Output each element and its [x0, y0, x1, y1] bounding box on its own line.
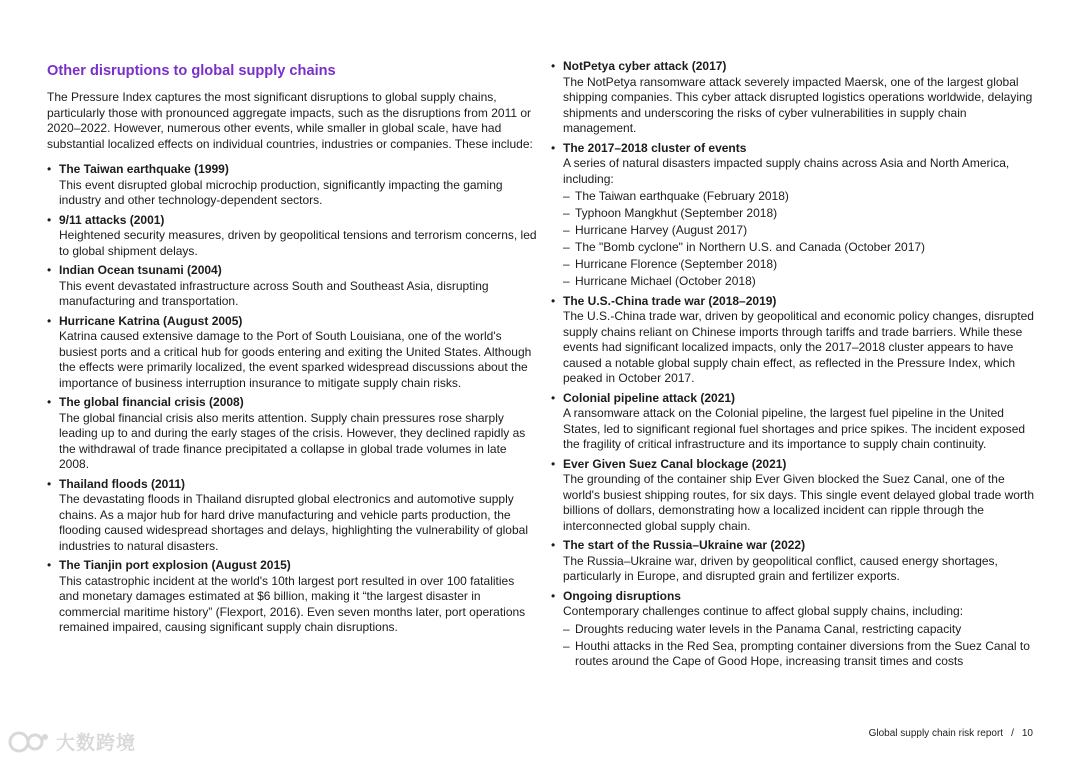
event-title: • The Taiwan earthquake (1999): [59, 162, 229, 176]
footer-report-title: Global supply chain risk report: [868, 728, 1004, 739]
event-description: The U.S.-China trade war, driven by geopolitical and economic policy changes, disrupted supply chains reliant on Chinese imports through tariffs and trade barriers. While these events had significant localized impacts, only the 2017–2018 cluster appears to have caused a notable global supply chain effect, as reflected in the Pressure Index, which peaked in October 2017.: [563, 309, 1034, 385]
right-event-list: [551, 59, 1039, 670]
list-item: [551, 391, 1039, 453]
event-title: • The start of the Russia–Ukraine war (2022): [563, 538, 806, 552]
watermark-text: 大数跨境: [56, 733, 137, 754]
list-item: [47, 395, 537, 473]
sublist-item: – Typhoon Mangkhut (September 2018): [563, 206, 1039, 222]
event-title: • Thailand floods (2011): [59, 476, 186, 491]
event-title: • 9/11 attacks (2001): [59, 212, 165, 227]
event-title: • Indian Ocean tsunami (2004): [59, 263, 222, 277]
sublist-item: – The Taiwan earthquake (February 2018): [563, 189, 1039, 205]
intro-paragraph: The Pressure Index captures the most significant disruptions to global supply chains, particularly those with pronounced aggregate impacts, such as the disruptions from 2011 or 2020–2022. However, numerous other events, while smaller in global scale, have had substantial localized effects on individual countries, industries or companies. These include:: [47, 90, 533, 151]
event-title: • Ever Given Suez Canal blockage (2021): [563, 456, 787, 471]
event-description: A ransomware attack on the Colonial pipeline, the largest fuel pipeline in the United States, led to significant regional fuel shortages and price spikes. The incident exposed the fragility of critical infrastructure and its importance to supply chain continuity.: [563, 406, 1026, 451]
sublist-item: – Hurricane Harvey (August 2017): [563, 223, 1039, 239]
event-description: The Russia–Ukraine war, driven by geopolitical conflict, caused energy shortages, particularly in Europe, and disrupted grain and fertilizer exports.: [563, 553, 998, 583]
event-title: • Hurricane Katrina (August 2005): [59, 313, 243, 328]
list-item: [551, 589, 1039, 670]
list-item: [551, 457, 1039, 535]
list-item: [551, 59, 1039, 137]
list-item: [47, 558, 537, 636]
left-event-list: [47, 162, 537, 636]
left-column: [47, 59, 537, 640]
event-title: • Ongoing disruptions: [563, 588, 681, 603]
list-item: [47, 263, 537, 310]
sublist-item: – Droughts reducing water levels in the Panama Canal, restricting capacity: [563, 622, 1039, 638]
footer-separator: /: [1011, 728, 1014, 739]
sublist-item: – Hurricane Florence (September 2018): [563, 257, 1039, 273]
right-column: [551, 59, 1039, 674]
event-description: A series of natural disasters impacted supply chains across Asia and North America, including:: [563, 156, 1010, 186]
event-title: • NotPetya cyber attack (2017): [563, 59, 727, 73]
sublist-item: – The "Bomb cyclone" in Northern U.S. and Canada (October 2017): [563, 240, 1039, 256]
list-item: [47, 213, 537, 260]
event-description: The NotPetya ransomware attack severely impacted Maersk, one of the largest global shipping companies. This cyber attack disrupted logistics operations worldwide, delaying shipments and underscoring the risks of cyber vulnerabilities in supply chain management.: [563, 74, 1033, 135]
page-footer: [869, 728, 1033, 739]
watermark: [8, 728, 136, 755]
event-description: Contemporary challenges continue to affect global supply chains, including:: [563, 604, 964, 618]
event-description: Heightened security measures, driven by geopolitical tensions and terrorism concerns, led to global shipment delays.: [59, 228, 537, 258]
sublist-item: – Houthi attacks in the Red Sea, prompting container diversions from the Suez Canal to routes around the Cape of Good Hope, increasing transit times and costs: [563, 639, 1039, 670]
event-title: • Colonial pipeline attack (2021): [563, 390, 736, 405]
event-title: • The global financial crisis (2008): [59, 395, 244, 409]
event-description: The devastating floods in Thailand disrupted global electronics and automotive supply chains. As a major hub for hard drive manufacturing and vehicle parts production, the flooding caused widespread shortages and delays, highlighting the vulnerability of global industries to natural disasters.: [59, 492, 528, 553]
page-number: 10: [1021, 728, 1033, 739]
event-title: • The Tianjin port explosion (August 2015): [59, 558, 291, 572]
event-description: Katrina caused extensive damage to the Port of South Louisiana, one of the world's busiest ports and a critical hub for goods entering and exiting the United States. Although the effects were primarily localized, the event sparked widespread discussions about the importance of business interruption insurance to mitigate supply chain risks.: [59, 329, 532, 390]
section-heading: Other disruptions to global supply chains: [47, 63, 336, 79]
list-item: [551, 141, 1039, 290]
event-description: This event devastated infrastructure across South and Southeast Asia, disrupting manufacturing and transportation.: [59, 278, 489, 308]
event-description: The global financial crisis also merits attention. Supply chain pressures rose sharply leading up to and during the early stages of the crisis. However, they declined rapidly as the withdrawal of trade finance precipitated a collapse in global trade volumes in late 2008.: [59, 410, 526, 471]
cluster-sublist: [563, 189, 1039, 290]
list-item: [47, 314, 537, 392]
event-description: This catastrophic incident at the world's 10th largest port resulted in over 100 fatalities and monetary damages estimated at $6 billion, making it “the largest disaster in commercial maritime history” (Flexport, 2016). Even seven months later, port operations remained impaired, causing significant supply chain disruptions.: [59, 573, 526, 634]
list-item: [47, 162, 537, 209]
ongoing-sublist: [563, 622, 1039, 670]
event-title: • The 2017–2018 cluster of events: [563, 140, 747, 155]
event-description: The grounding of the container ship Ever Given blocked the Suez Canal, one of the world's busiest shipping routes, for six days. This single event delayed global trade worth billions of dollars, demonstrating how a localized incident can ripple through the interconnected global supply chain.: [563, 472, 1034, 533]
list-item: [551, 538, 1039, 585]
sublist-item: – Hurricane Michael (October 2018): [563, 274, 1039, 290]
watermark-logo-icon: [8, 729, 50, 755]
list-item: [551, 294, 1039, 387]
list-item: [47, 477, 537, 555]
event-title: • The U.S.-China trade war (2018–2019): [563, 293, 777, 308]
event-description: This event disrupted global microchip production, significantly impacting the gaming industry and other technology-dependent sectors.: [59, 177, 503, 207]
